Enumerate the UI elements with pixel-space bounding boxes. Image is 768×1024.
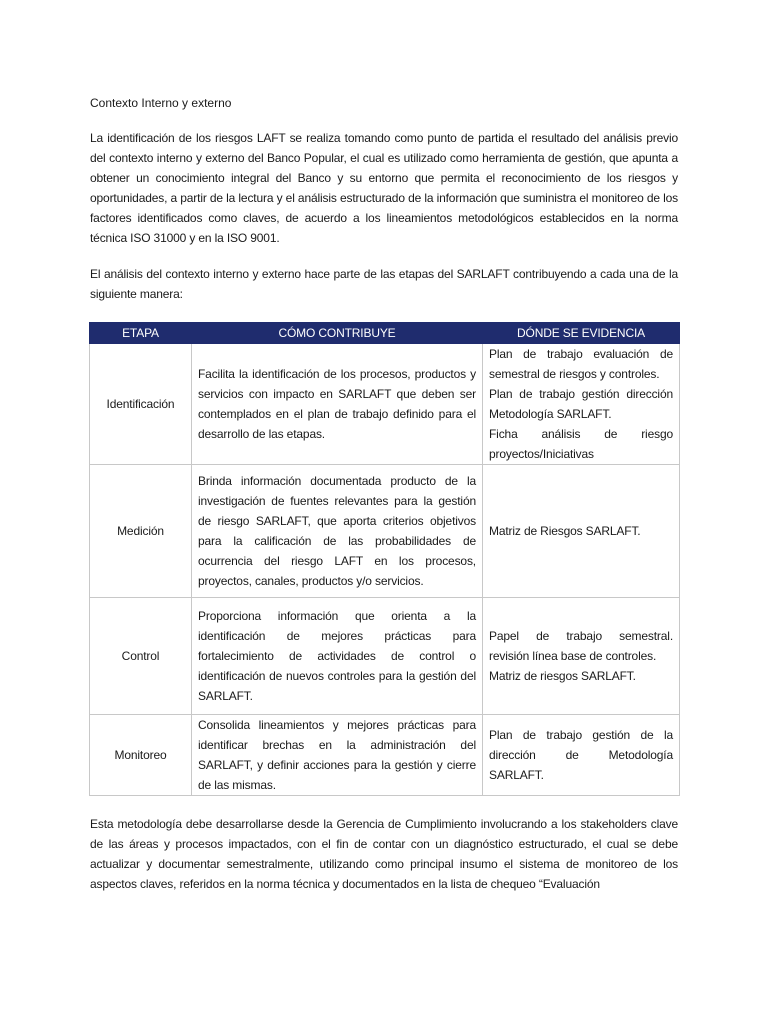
table-row bbox=[90, 598, 680, 715]
column-header-etapa: ETAPA bbox=[90, 323, 192, 344]
contribution-cell: Proporciona información que orienta a la identificación de mejores prácticas para fortalecimiento de actividades de control o identificación de nuevos controles para la gestión del SARLAFT. bbox=[192, 598, 483, 715]
evidence-cell bbox=[483, 715, 680, 796]
column-header-donde-se-evidencia: DÓNDE SE EVIDENCIA bbox=[483, 323, 680, 344]
evidence-cell bbox=[483, 598, 680, 715]
evidence-cell bbox=[483, 465, 680, 598]
stage-cell: Control bbox=[90, 598, 192, 715]
evidence-line: Ficha análisis de riesgo proyectos/Iniciativas bbox=[489, 427, 673, 461]
paragraph-identificacion: La identificación de los riesgos LAFT se realiza tomando como punto de partida el resultado del análisis previo del contexto interno y externo del Banco Popular, el cual es utilizado como herramienta de gestión, que apunta a obtener un conocimiento integral del Banco y su entorno que permita el reconocimiento de los riesgos y oportunidades, a partir de la lectura y el análisis estructurado de la información que suministra el monitoreo de los factores identificados como claves, de acuerdo a los lineamientos metodológicos establecidos en la norma técnica ISO 31000 y en la ISO 9001. bbox=[90, 131, 678, 245]
table-row bbox=[90, 465, 680, 598]
paragraph-metodologia: Esta metodología debe desarrollarse desde la Gerencia de Cumplimiento involucrando a los stakeholders clave de las áreas y procesos impactados, con el fin de contar con un diagnóstico estructurado, el cual se debe actualizar y documentar semestralmente, utilizando como principal insumo el sistema de monitoreo de los aspectos claves, referidos en la norma técnica y documentados en la lista de chequeo “Evaluación bbox=[90, 817, 678, 891]
evidence-line: Papel de trabajo semestral. revisión línea base de controles. bbox=[489, 629, 673, 663]
contribution-cell: Consolida lineamientos y mejores prácticas para identificar brechas en la administración del SARLAFT, y definir acciones para la gestión y cierre de las mismas. bbox=[192, 715, 483, 796]
table-row bbox=[90, 344, 680, 465]
table-header-row bbox=[90, 323, 680, 344]
section-heading: Contexto Interno y externo bbox=[90, 96, 232, 110]
evidence-line: Matriz de Riesgos SARLAFT. bbox=[489, 524, 641, 538]
stage-cell: Monitoreo bbox=[90, 715, 192, 796]
table-row bbox=[90, 715, 680, 796]
evidence-line: Matriz de riesgos SARLAFT. bbox=[489, 669, 636, 683]
stage-cell: Medición bbox=[90, 465, 192, 598]
contribution-cell: Brinda información documentada producto de la investigación de fuentes relevantes para la gestión de riesgo SARLAFT, que aporta criterios objetivos para la calificación de las probabilidades de ocurrencia del riesgo LAFT en los procesos, proyectos, canales, productos y/o servicios. bbox=[192, 465, 483, 598]
document-page bbox=[90, 94, 678, 910]
column-header-como-contribuye: CÓMO CONTRIBUYE bbox=[192, 323, 483, 344]
etapas-table bbox=[89, 322, 680, 796]
evidence-line: Plan de trabajo evaluación de semestral de riesgos y controles. bbox=[489, 347, 673, 381]
contribution-cell: Facilita la identificación de los procesos, productos y servicios con impacto en SARLAFT que deben ser contemplados en el plan de trabajo definido para el desarrollo de las etapas. bbox=[192, 344, 483, 465]
evidence-cell bbox=[483, 344, 680, 465]
paragraph-etapas-intro: El análisis del contexto interno y externo hace parte de las etapas del SARLAFT contribuyendo a cada una de la siguiente manera: bbox=[90, 267, 678, 301]
evidence-line: Plan de trabajo gestión dirección Metodología SARLAFT. bbox=[489, 387, 673, 421]
evidence-line: Plan de trabajo gestión de la dirección de Metodología SARLAFT. bbox=[489, 728, 673, 782]
stage-cell: Identificación bbox=[90, 344, 192, 465]
